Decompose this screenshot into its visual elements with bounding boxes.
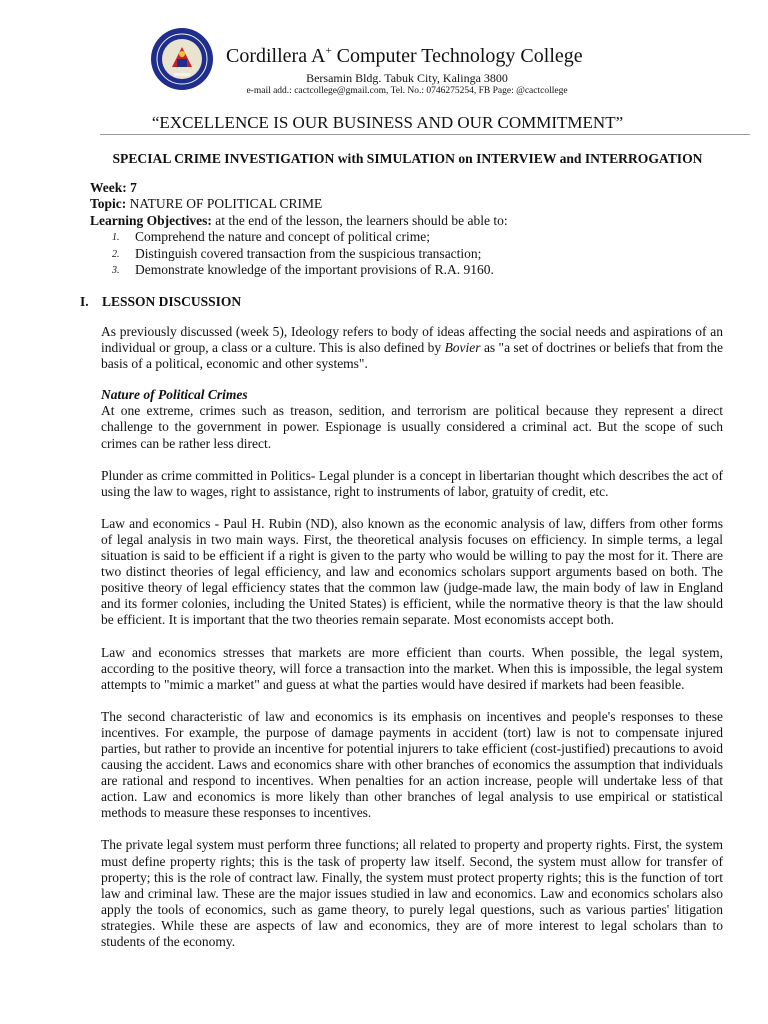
paragraph-law-economics: Law and economics - Paul H. Rubin (ND), also known as the economic analysis of law, differs from other forms of legal analysis in two main ways. First, the theoretical analysis focuses on efficiency. In simple terms, a legal situation is said to be efficient if a right is given to the party who would be willing to pay the most for it. There are two distinct theories of legal efficiency, and law and economics scholars support arguments based on both. The positive theory of legal efficiency states that the common law (judge-made law, the main body of law in England and its former colonies, including the United States) is efficient, while the normative theory is that the law should be efficient. It is important that the two theories remain separate. Most economists accept both. <box>101 515 723 628</box>
paragraph-markets: Law and economics stresses that markets are more efficient than courts. When possible, the legal system, according to the positive theory, will force a transaction into the market. When this is impossible, the legal system attempts to "mimic a market" and guess at what the parties would have desired if markets had been feasible. <box>101 644 723 692</box>
college-address: Bersamin Bldg. Tabuk City, Kalinga 3800 <box>306 71 508 85</box>
objectives-line: Learning Objectives: at the end of the lesson, the learners should be able to: <box>90 212 508 228</box>
paragraph-plunder: Plunder as crime committed in Politics- Legal plunder is a concept in libertarian thought which describes the act of using the law to wages, right to assistance, right to instruments of labor, gratuity of credit, etc. <box>101 467 723 499</box>
lesson-body <box>101 324 723 966</box>
subheading-political-crimes: Nature of Political Crimes <box>101 387 248 403</box>
college-motto: “EXCELLENCE IS OUR BUSINESS AND OUR COMMITMENT” <box>151 113 624 132</box>
objectives-list <box>90 229 730 278</box>
objective-item: 1. Comprehend the nature and concept of political crime; <box>112 229 431 245</box>
topic-line: Topic: NATURE OF POLITICAL CRIME <box>90 196 323 212</box>
paragraph-incentives: The second characteristic of law and economics is its emphasis on incentives and people's responses to these incentives. For example, the purpose of damage payments in accident (tort) law is not to compensate injured parties, but rather to provide an incentive for potential injurers to take efficient (cost-justified) precautions to avoid causing the accident. Laws and economics share with other branches of economics the assumption that individuals are rational and respond to incentives. When penalties for an action increase, people will undertake less of that action. Law and economics is more likely than other branches of legal analysis to use empirical or statistical methods to measure these responses to incentives. <box>101 708 723 821</box>
week-line: Week: 7 <box>90 180 137 195</box>
subject-title: SPECIAL CRIME INVESTIGATION with SIMULATION on INTERVIEW and INTERROGATION <box>112 151 703 166</box>
paragraph-political-crimes: At one extreme, crimes such as treason, sedition, and terrorism are political because they represent a direct challenge to the government in power. Espionage is usually considered a criminal act. But the scope of such crimes can be rather less direct. <box>101 403 723 451</box>
section-heading: I. LESSON DISCUSSION <box>80 294 242 309</box>
header-divider <box>100 134 750 135</box>
lesson-meta <box>90 180 730 278</box>
college-seal-icon <box>150 27 214 91</box>
college-contacts: e-mail add.: cactcollege@gmail.com, Tel. No.: 0746275254, FB Page: @cactcollege <box>246 86 568 96</box>
objective-item: 2. Distinguish covered transaction from the suspicious transaction; <box>112 245 482 261</box>
paragraph-legal-system: The private legal system must perform three functions; all related to property and property rights. First, the system must define property rights; this is the task of property law itself. Second, the system must allow for transfer of property; this is the role of contract law. Finally, the system must protect property rights; this is the function of tort law and criminal law. These are the major issues studied in law and economics. Law and economics scholars also apply the tools of economics, such as game theory, to purely legal questions, such as various parties' litigation strategies. While these are aspects of law and economics, they are of more interest to legal scholars than to students of the economy. <box>101 837 723 949</box>
college-name: Cordillera A+ Computer Technology College <box>226 45 583 67</box>
paragraph-ideology: As previously discussed (week 5), Ideology refers to body of ideas affecting the social needs and aspirations of an individual or group, a class or a culture. This is also defined by Bovier as "a set of doctrines or beliefs that from the basis of a political, economic and other systems". <box>101 324 723 372</box>
objective-item: 3. Demonstrate knowledge of the important provisions of R.A. 9160. <box>112 262 494 278</box>
